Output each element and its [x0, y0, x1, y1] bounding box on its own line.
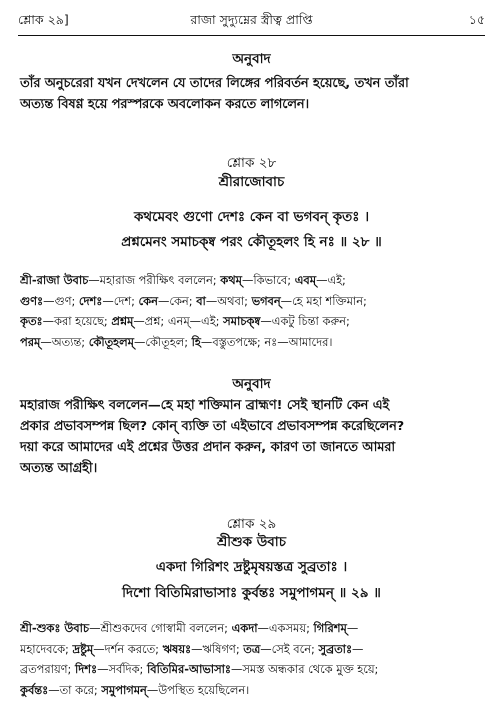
term-meaning: —হে মহা শক্তিমান; — [280, 293, 367, 308]
term-meaning: —তা করে; — [48, 682, 102, 697]
term-meaning: — — [352, 641, 364, 656]
header-verse-ref: শ্লোক ২৯] — [18, 12, 69, 27]
term-meaning: —প্রশ্ন; এনম্—এই; — [133, 314, 224, 328]
verse-line: প্রশ্নমেনং সমাচক্ষ্ব পরং কৌতূহলং হি নঃ ॥ ২৮ ॥ — [121, 234, 382, 250]
synonyms-line — [20, 639, 485, 660]
term-meaning: —গুণ; — [43, 293, 79, 308]
sanskrit-term: একদা — [231, 621, 258, 635]
translation-paragraph — [20, 73, 485, 115]
term-meaning: —সর্বদিক; — [97, 662, 148, 676]
term-meaning: —অথবা; — [205, 293, 252, 308]
term-meaning: —দেশ; — [102, 293, 139, 308]
synonyms-paragraph — [20, 618, 485, 700]
term-meaning: —করা হয়েছে; — [42, 314, 112, 328]
sanskrit-term: গুণঃ — [20, 293, 44, 308]
verse-line: কথমেবং গুণো দেশঃ কেন বা ভগবন্ কৃতঃ । — [133, 209, 370, 225]
synonyms-line — [20, 680, 485, 701]
synonyms-paragraph — [20, 270, 485, 352]
translation-line: অত্যন্ত আগ্রহী। — [20, 461, 98, 476]
translation-line: অত্যন্ত বিষণ্ণ হয়ে পরস্পরকে অবলোকন করতে লাগলেন। — [20, 97, 310, 112]
verse-line: দিশো বিতিমিরাভাসাঃ কুর্বন্তঃ সমুপাগমন্ ॥ ২৯ ॥ — [122, 585, 381, 601]
translation-line: প্রকার প্রভাবসম্পন্ন ছিল? কোন্ ব্যক্তি তা এইভাবে প্রভাবসম্পন্ন করেছিলেন? — [20, 419, 405, 434]
term-meaning: —এই; — [316, 273, 346, 287]
sanskrit-term: পরম্ — [20, 334, 41, 349]
sanskrit-term: কথম্ — [220, 273, 242, 287]
term-meaning: —বস্তুতপক্ষে; নঃ—আমাদের। — [200, 334, 333, 349]
term-meaning: —কেন; — [157, 293, 197, 308]
header-chapter-title: রাজা সুদ্যুম্নের স্ত্রীত্ব প্রাপ্তি — [190, 12, 313, 27]
term-meaning: —দর্শন করতে; — [93, 641, 163, 656]
synonyms-line — [20, 618, 485, 639]
sanskrit-term: হি — [191, 334, 201, 349]
term-meaning: —উপস্থিত হয়েছিলেন। — [146, 682, 250, 697]
synonyms-line — [20, 659, 485, 680]
sanskrit-term: প্রশ্নম্ — [111, 314, 134, 328]
term-meaning: —মহারাজ পরীক্ষিৎ বললেন; — [88, 273, 221, 287]
term-meaning: ব্রতপরায়ণ; — [20, 662, 76, 676]
sanskrit-term: দিশঃ — [75, 662, 98, 676]
translation-line: দয়া করে আমাদের এই প্রশ্নের উত্তর প্রদান করুন, কারণ তা জানতে আমরা — [20, 440, 396, 455]
sanskrit-term: কুর্বন্তঃ — [20, 682, 49, 697]
term-meaning: —সেই বনে; — [260, 641, 319, 656]
verse-number: শ্লোক ২৯ — [226, 516, 277, 532]
sanskrit-term: শ্রী-রাজা উবাচ — [20, 273, 89, 287]
sanskrit-term: সুব্রতাঃ — [318, 641, 353, 656]
running-header — [18, 12, 485, 32]
term-meaning: —ঋষিগণ; — [191, 641, 244, 656]
synonyms-line — [20, 270, 485, 291]
translation-heading: অনুবাদ — [232, 51, 271, 67]
sanskrit-term: কৌতূহলম্ — [88, 334, 134, 349]
translation-line: তাঁর অনুচরেরা যখন দেখলেন যে তাদের লিঙ্গের পরিবর্তন হয়েছে, তখন তাঁরা — [20, 76, 409, 91]
translation-paragraph — [20, 395, 485, 479]
term-meaning: মহাদেবকে; — [20, 641, 73, 656]
term-meaning: —একটু চিন্তা করুন; — [260, 314, 350, 328]
translation-heading: অনুবাদ — [232, 376, 271, 392]
sanskrit-term: সমাচক্ষ্ব — [223, 314, 261, 328]
sanskrit-term: ঋষয়ঃ — [162, 641, 192, 656]
sanskrit-term: ভগবন্ — [251, 293, 281, 308]
synonyms-line — [20, 291, 485, 312]
sanskrit-term: দ্রষ্টুম্ — [72, 641, 94, 656]
term-meaning: — — [346, 621, 359, 635]
sanskrit-term: বা — [196, 293, 206, 308]
header-rule — [18, 35, 485, 36]
synonyms-line — [20, 311, 485, 332]
sanskrit-term: তত্র — [243, 641, 261, 656]
sanskrit-term: কৃতঃ — [20, 314, 43, 328]
sanskrit-term: দেশঃ — [78, 293, 103, 308]
synonyms-line — [20, 332, 485, 353]
verse-speaker: শ্রীরাজোবাচ — [218, 174, 285, 190]
sanskrit-term: এবম্ — [294, 273, 317, 287]
verse-number: শ্লোক ২৮ — [226, 155, 277, 171]
term-meaning: —সমস্ত অন্ধকার থেকে মুক্ত হয়ে; — [230, 662, 379, 676]
sanskrit-term: সমুপাগমন্ — [101, 682, 147, 697]
term-meaning: —কৌতূহল; — [133, 334, 192, 349]
sanskrit-term: কেন — [138, 293, 158, 308]
term-meaning: —অত্যন্ত; — [40, 334, 89, 349]
sanskrit-term: গিরিশম্ — [313, 621, 347, 635]
term-meaning: —একসময়; — [257, 621, 314, 635]
translation-line: মহারাজ পরীক্ষিৎ বললেন—হে মহা শক্তিমান ব্রাহ্মণ! সেই স্থানটি কেন এই — [20, 398, 390, 413]
verse-line: একদা গিরিশং দ্রষ্টুমৃষয়স্তত্র সুব্রতাঃ । — [155, 559, 348, 575]
sanskrit-term: বিতিমির-আভাসাঃ — [147, 662, 231, 676]
term-meaning: —শ্রীশুকদেব গোস্বামী বললেন; — [89, 621, 232, 635]
term-meaning: —কিভাবে; — [241, 273, 295, 287]
verse-speaker: শ্রীশুক উবাচ — [216, 534, 287, 550]
page-number: ১৫ — [468, 12, 485, 27]
sanskrit-term: শ্রী-শুকঃ উবাচ — [20, 621, 90, 635]
